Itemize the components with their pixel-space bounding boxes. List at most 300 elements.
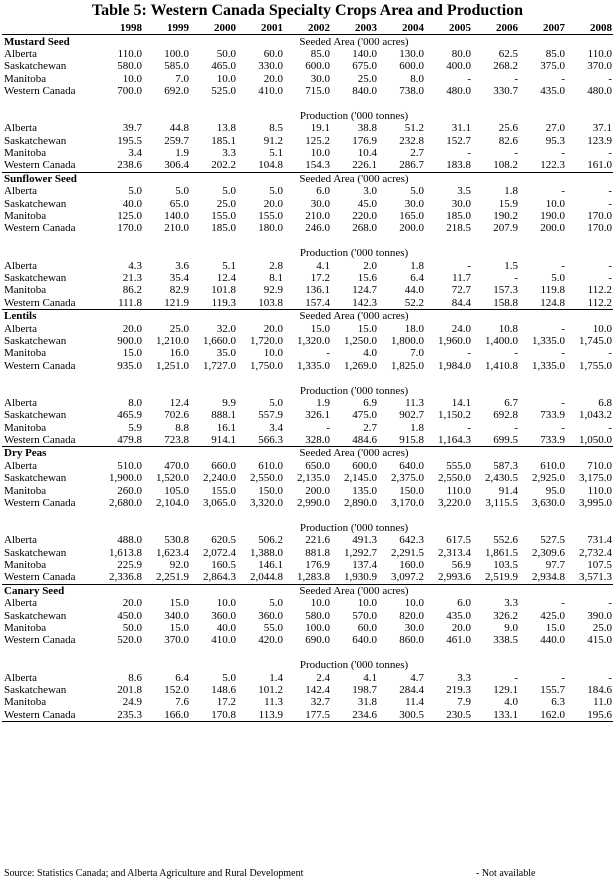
data-cell: 1.8 — [504, 185, 518, 198]
data-cell: 259.7 — [164, 134, 189, 147]
data-cell: 80.0 — [451, 47, 471, 60]
year-header-row — [2, 22, 613, 35]
data-cell: 123.9 — [587, 134, 612, 147]
data-cell: - — [608, 185, 612, 198]
data-cell: 225.9 — [117, 558, 142, 571]
data-cell: 190.0 — [540, 210, 565, 223]
data-cell: 40.0 — [122, 197, 142, 210]
data-cell: 4.7 — [410, 671, 424, 684]
data-cell: 600.0 — [352, 459, 377, 472]
data-cell: 4.3 — [128, 259, 142, 272]
data-cell: 5.9 — [128, 421, 142, 434]
table-row — [2, 597, 613, 609]
data-cell: 2,336.8 — [109, 571, 142, 584]
block-heading-row — [2, 384, 613, 396]
spacer-row — [2, 235, 613, 247]
data-cell: 5.0 — [269, 597, 283, 610]
data-cell: 370.0 — [587, 60, 612, 73]
data-cell: 2,550.0 — [438, 472, 471, 485]
data-cell: 166.0 — [143, 708, 190, 721]
data-cell: 15.0 — [122, 347, 142, 360]
data-cell: 50.0 — [216, 47, 236, 60]
data-cell: 15.9 — [498, 197, 518, 210]
data-cell: 11.3 — [264, 696, 283, 709]
block-heading-row — [2, 110, 613, 122]
data-cell: 20.0 — [451, 621, 471, 634]
data-cell: 17.2 — [310, 272, 330, 284]
heading-blank-cell — [2, 247, 96, 259]
region-label: Manitoba — [4, 347, 47, 360]
data-cell: 484.6 — [352, 434, 377, 447]
data-cell: 723.8 — [164, 434, 189, 447]
data-cell: 1,930.9 — [344, 571, 377, 584]
data-cell: 6.7 — [504, 396, 518, 409]
data-cell: 95.3 — [545, 134, 565, 147]
data-cell: 3.3 — [504, 597, 518, 610]
data-cell: 11.0 — [593, 696, 612, 709]
data-cell: 177.5 — [284, 708, 331, 721]
data-cell: 326.2 — [493, 609, 518, 622]
data-cell: 11.4 — [405, 696, 424, 709]
data-cell: 27.0 — [545, 122, 565, 135]
data-cell: 12.4 — [216, 272, 236, 284]
region-label: Western Canada — [2, 708, 96, 721]
data-cell: 162.0 — [519, 708, 566, 721]
data-cell: 1,250.0 — [344, 334, 377, 347]
data-cell: 8.1 — [269, 272, 283, 284]
data-cell: - — [326, 421, 330, 434]
data-cell: - — [561, 72, 565, 85]
table-row — [2, 284, 613, 296]
data-cell: 1,825.0 — [391, 359, 424, 372]
data-cell: 585.0 — [164, 60, 189, 73]
table-row — [2, 472, 613, 484]
data-cell: 157.4 — [305, 296, 330, 309]
crop-heading-row — [2, 309, 613, 322]
data-cell: 600.0 — [305, 60, 330, 73]
data-cell: 1,900.0 — [109, 472, 142, 485]
data-cell: 110.0 — [587, 47, 612, 60]
table-row — [2, 397, 613, 409]
data-cell: - — [561, 347, 565, 360]
data-cell: 410.0 — [258, 85, 283, 98]
data-cell: 3.3 — [222, 147, 236, 160]
data-cell: 935.0 — [117, 359, 142, 372]
data-cell: 246.0 — [305, 222, 330, 235]
data-cell: 10.0 — [592, 322, 612, 335]
data-cell: 1,623.4 — [156, 546, 189, 559]
data-cell: 38.8 — [357, 122, 377, 135]
year-header-cell: 2007 — [519, 22, 566, 35]
data-cell: 15.0 — [357, 322, 377, 335]
data-cell: 5.0 — [269, 396, 283, 409]
data-cell: 2.4 — [316, 671, 330, 684]
data-cell: 202.2 — [211, 159, 236, 172]
data-cell: 6.0 — [316, 185, 330, 198]
data-cell: 570.0 — [352, 609, 377, 622]
data-cell: 4.0 — [363, 347, 377, 360]
data-cell: 10.0 — [310, 597, 330, 610]
table-row — [2, 609, 613, 621]
region-label: Manitoba — [4, 284, 47, 297]
data-cell: - — [326, 347, 330, 360]
data-cell: 10.0 — [216, 72, 236, 85]
heading-blank-cell — [2, 384, 96, 396]
data-cell: 100.0 — [305, 621, 330, 634]
data-cell: 520.0 — [117, 634, 142, 647]
data-cell: 1.8 — [410, 421, 424, 434]
data-cell: 6.4 — [175, 671, 189, 684]
year-header-cell: 2004 — [378, 22, 425, 35]
block-heading: Production ('000 tonnes) — [299, 384, 409, 397]
table-row — [2, 671, 613, 683]
data-cell: - — [514, 421, 518, 434]
data-cell: 100.0 — [164, 47, 189, 60]
data-cell: 91.4 — [498, 484, 518, 497]
region-label: Manitoba — [4, 696, 47, 709]
data-cell: 210.0 — [305, 210, 330, 223]
data-cell: 306.4 — [164, 159, 189, 172]
region-label: Saskatchewan — [4, 272, 67, 284]
data-cell: 15.0 — [310, 322, 330, 335]
data-cell: 690.0 — [305, 634, 330, 647]
data-cell: 56.9 — [451, 558, 471, 571]
data-cell: 14.1 — [451, 396, 471, 409]
data-cell: 184.6 — [587, 683, 612, 696]
spacer-row — [2, 372, 613, 384]
data-cell: 1,335.0 — [532, 334, 565, 347]
data-cell: 185.0 — [211, 222, 236, 235]
data-cell: 450.0 — [117, 609, 142, 622]
data-cell: 112.2 — [587, 296, 612, 309]
data-cell: 2,240.0 — [203, 472, 236, 485]
data-cell: 390.0 — [587, 609, 612, 622]
data-cell: 35.0 — [216, 347, 236, 360]
region-label: Alberta — [4, 122, 37, 135]
data-cell: 176.9 — [352, 134, 377, 147]
data-cell: 142.3 — [352, 296, 377, 309]
data-cell: 2,044.8 — [250, 571, 283, 584]
data-cell: 6.4 — [410, 272, 424, 284]
data-cell: 902.7 — [399, 409, 424, 422]
data-cell: 12.4 — [169, 396, 189, 409]
data-cell: 1.8 — [410, 259, 424, 272]
data-cell: 31.1 — [451, 122, 471, 135]
data-cell: 900.0 — [117, 334, 142, 347]
table-row — [2, 85, 613, 97]
data-cell: 440.0 — [540, 634, 565, 647]
region-label: Saskatchewan — [4, 60, 67, 73]
data-cell: 1,150.2 — [438, 409, 471, 422]
data-cell: - — [561, 322, 565, 335]
data-cell: 692.8 — [493, 409, 518, 422]
table-row — [2, 197, 613, 209]
data-cell: 610.0 — [540, 459, 565, 472]
region-label: Alberta — [4, 671, 37, 684]
block-heading: Seeded Area ('000 acres) — [96, 172, 613, 185]
data-cell: 4.1 — [363, 671, 377, 684]
data-cell: 124.7 — [352, 284, 377, 297]
data-cell: 915.8 — [399, 434, 424, 447]
data-cell: 8.0 — [410, 72, 424, 85]
data-cell: - — [561, 185, 565, 198]
data-cell: 3.3 — [457, 671, 471, 684]
table-row — [2, 210, 613, 222]
data-cell: 338.5 — [493, 634, 518, 647]
data-cell: 914.1 — [211, 434, 236, 447]
data-cell: 4.1 — [316, 259, 330, 272]
region-label: Manitoba — [4, 558, 47, 571]
data-cell: 195.6 — [566, 708, 613, 721]
data-cell: - — [608, 347, 612, 360]
table-row — [2, 434, 613, 447]
region-label: Alberta — [4, 396, 37, 409]
data-cell: 1,269.0 — [344, 359, 377, 372]
data-cell: 60.0 — [263, 47, 283, 60]
crops-table — [2, 22, 613, 722]
data-cell: 92.0 — [169, 558, 189, 571]
region-label: Alberta — [4, 322, 37, 335]
data-cell: 24.0 — [451, 322, 471, 335]
spacer-cell — [2, 372, 613, 384]
data-cell: 488.0 — [117, 534, 142, 547]
data-cell: 97.7 — [545, 558, 565, 571]
crop-heading-row — [2, 584, 613, 597]
data-cell: 21.3 — [122, 272, 142, 284]
data-cell: 410.0 — [211, 634, 236, 647]
data-cell: 400.0 — [446, 60, 471, 73]
data-cell: 220.0 — [352, 210, 377, 223]
not-available-note: - Not available — [476, 868, 536, 879]
data-cell: 3,320.0 — [250, 497, 283, 510]
table-row — [2, 272, 613, 284]
year-header-cell: 2008 — [566, 22, 613, 35]
region-label: Western Canada — [4, 359, 76, 372]
table-row — [2, 622, 613, 634]
data-cell: 3.6 — [175, 259, 189, 272]
data-cell: 738.0 — [399, 85, 424, 98]
data-cell: 8.5 — [269, 122, 283, 135]
table-row — [2, 222, 613, 234]
data-cell: 124.8 — [540, 296, 565, 309]
data-cell: 284.4 — [399, 683, 424, 696]
data-cell: 2.7 — [363, 421, 377, 434]
data-cell: 587.3 — [493, 459, 518, 472]
data-cell: 65.0 — [169, 197, 189, 210]
block-heading-row — [2, 522, 613, 534]
data-cell: 30.0 — [404, 197, 424, 210]
data-cell: 617.5 — [446, 534, 471, 547]
data-cell: 110.0 — [446, 484, 471, 497]
data-cell: 8.0 — [128, 396, 142, 409]
data-cell: 84.4 — [451, 296, 471, 309]
block-heading: Production ('000 tonnes) — [299, 659, 409, 672]
spacer-cell — [2, 97, 613, 109]
data-cell: 125.0 — [117, 210, 142, 223]
region-label: Western Canada — [4, 434, 76, 447]
data-cell: 176.9 — [305, 558, 330, 571]
data-cell: 2,430.5 — [485, 472, 518, 485]
data-cell: 200.0 — [399, 222, 424, 235]
data-cell: 11.7 — [452, 272, 471, 284]
data-cell: - — [561, 597, 565, 610]
year-header-cell: 2000 — [190, 22, 237, 35]
crop-heading-row — [2, 447, 613, 460]
data-cell: 121.9 — [164, 296, 189, 309]
data-cell: 140.0 — [352, 47, 377, 60]
data-cell: 142.4 — [305, 683, 330, 696]
data-cell: 7.0 — [175, 72, 189, 85]
data-cell: 620.5 — [211, 534, 236, 547]
data-cell: 113.9 — [237, 708, 284, 721]
data-cell: 3,630.0 — [532, 497, 565, 510]
data-cell: 1,283.8 — [297, 571, 330, 584]
region-label: Saskatchewan — [4, 472, 67, 485]
data-cell: 201.8 — [117, 683, 142, 696]
data-cell: 415.0 — [587, 634, 612, 647]
data-cell: 19.1 — [310, 122, 330, 135]
data-cell: 580.0 — [117, 60, 142, 73]
data-cell: 37.1 — [592, 122, 612, 135]
data-cell: 60.0 — [357, 621, 377, 634]
data-cell: 2,864.3 — [203, 571, 236, 584]
data-cell: 360.0 — [211, 609, 236, 622]
table-row — [2, 322, 613, 334]
data-cell: 155.0 — [211, 210, 236, 223]
table-row — [2, 422, 613, 434]
region-label: Saskatchewan — [4, 197, 67, 210]
data-cell: 3,170.0 — [391, 497, 424, 510]
data-cell: 158.8 — [493, 296, 518, 309]
data-cell: 15.0 — [169, 621, 189, 634]
block-heading: Seeded Area ('000 acres) — [96, 447, 613, 460]
data-cell: 150.0 — [399, 484, 424, 497]
table-row — [2, 347, 613, 359]
region-label: Alberta — [4, 259, 37, 272]
table-row — [2, 122, 613, 134]
crop-heading-row — [2, 35, 613, 48]
data-cell: 30.0 — [451, 197, 471, 210]
data-cell: 260.0 — [117, 484, 142, 497]
data-cell: 62.5 — [498, 47, 518, 60]
data-cell: 5.0 — [128, 185, 142, 198]
data-cell: 1,335.0 — [297, 359, 330, 372]
data-cell: 6.3 — [551, 696, 565, 709]
data-cell: - — [608, 259, 612, 272]
data-cell: 155.7 — [540, 683, 565, 696]
data-cell: 234.6 — [331, 708, 378, 721]
spacer-row — [2, 647, 613, 659]
data-cell: 30.0 — [310, 197, 330, 210]
data-cell: 2,519.9 — [485, 571, 518, 584]
data-cell: 1,043.2 — [579, 409, 612, 422]
data-cell: 3.5 — [457, 185, 471, 198]
data-cell: 2,550.0 — [250, 472, 283, 485]
data-cell: 45.0 — [357, 197, 377, 210]
source-note: Source: Statistics Canada; and Alberta Agriculture and Rural Development — [4, 868, 304, 879]
data-cell: 190.2 — [493, 210, 518, 223]
data-cell: 210.0 — [164, 222, 189, 235]
data-cell: 130.0 — [399, 47, 424, 60]
table-row — [2, 135, 613, 147]
data-cell: 10.0 — [545, 197, 565, 210]
data-cell: 103.8 — [258, 296, 283, 309]
table-row — [2, 409, 613, 421]
data-cell: 122.3 — [540, 159, 565, 172]
data-cell: 2,890.0 — [344, 497, 377, 510]
data-cell: 6.0 — [457, 597, 471, 610]
data-cell: 5.0 — [269, 185, 283, 198]
data-cell: 25.6 — [498, 122, 518, 135]
data-cell: 148.6 — [211, 683, 236, 696]
data-cell: 82.9 — [169, 284, 189, 297]
data-cell: 129.1 — [493, 683, 518, 696]
data-cell: 525.0 — [211, 85, 236, 98]
data-cell: 137.4 — [352, 558, 377, 571]
heading-blank-cell — [2, 659, 96, 671]
data-cell: 25.0 — [357, 72, 377, 85]
data-cell: 1.4 — [269, 671, 283, 684]
year-header-cell: 1998 — [96, 22, 143, 35]
data-cell: 2,251.9 — [156, 571, 189, 584]
data-cell: 92.9 — [263, 284, 283, 297]
spacer-cell — [2, 647, 613, 659]
region-label: Western Canada — [4, 159, 76, 172]
data-cell: 20.0 — [263, 197, 283, 210]
data-cell: 2,680.0 — [109, 497, 142, 510]
data-cell: - — [467, 421, 471, 434]
data-cell: 5.1 — [222, 259, 236, 272]
data-cell: 221.6 — [305, 534, 330, 547]
data-cell: 180.0 — [258, 222, 283, 235]
data-cell: 226.1 — [352, 159, 377, 172]
spacer-row — [2, 509, 613, 521]
data-cell: 326.1 — [305, 409, 330, 422]
table-row — [2, 534, 613, 546]
data-cell: 1,861.5 — [485, 546, 518, 559]
table-row — [2, 546, 613, 558]
data-cell: - — [608, 147, 612, 160]
data-cell: 150.0 — [258, 484, 283, 497]
data-cell: 8.8 — [175, 421, 189, 434]
data-cell: 731.4 — [587, 534, 612, 547]
data-cell: 1,050.0 — [579, 434, 612, 447]
year-header-cell: 2006 — [472, 22, 519, 35]
data-cell: 1.5 — [504, 259, 518, 272]
data-cell: 1,251.0 — [156, 359, 189, 372]
data-cell: - — [514, 671, 518, 684]
data-cell: 200.0 — [305, 484, 330, 497]
data-cell: 552.6 — [493, 534, 518, 547]
data-cell: 104.8 — [258, 159, 283, 172]
data-cell: 11.3 — [405, 396, 424, 409]
data-cell: 3,097.2 — [391, 571, 424, 584]
region-label: Saskatchewan — [4, 609, 67, 622]
data-cell: 133.1 — [472, 708, 519, 721]
data-cell: 1,164.3 — [438, 434, 471, 447]
region-label: Western Canada — [4, 634, 76, 647]
data-cell: 25.0 — [169, 322, 189, 335]
data-cell: 2,934.8 — [532, 571, 565, 584]
data-cell: 480.0 — [446, 85, 471, 98]
data-cell: 8.6 — [128, 671, 142, 684]
table-row — [2, 48, 613, 60]
data-cell: 527.5 — [540, 534, 565, 547]
data-cell: 328.0 — [305, 434, 330, 447]
data-cell: 881.8 — [305, 546, 330, 559]
data-cell: 3,175.0 — [579, 472, 612, 485]
data-cell: 2,104.0 — [156, 497, 189, 510]
